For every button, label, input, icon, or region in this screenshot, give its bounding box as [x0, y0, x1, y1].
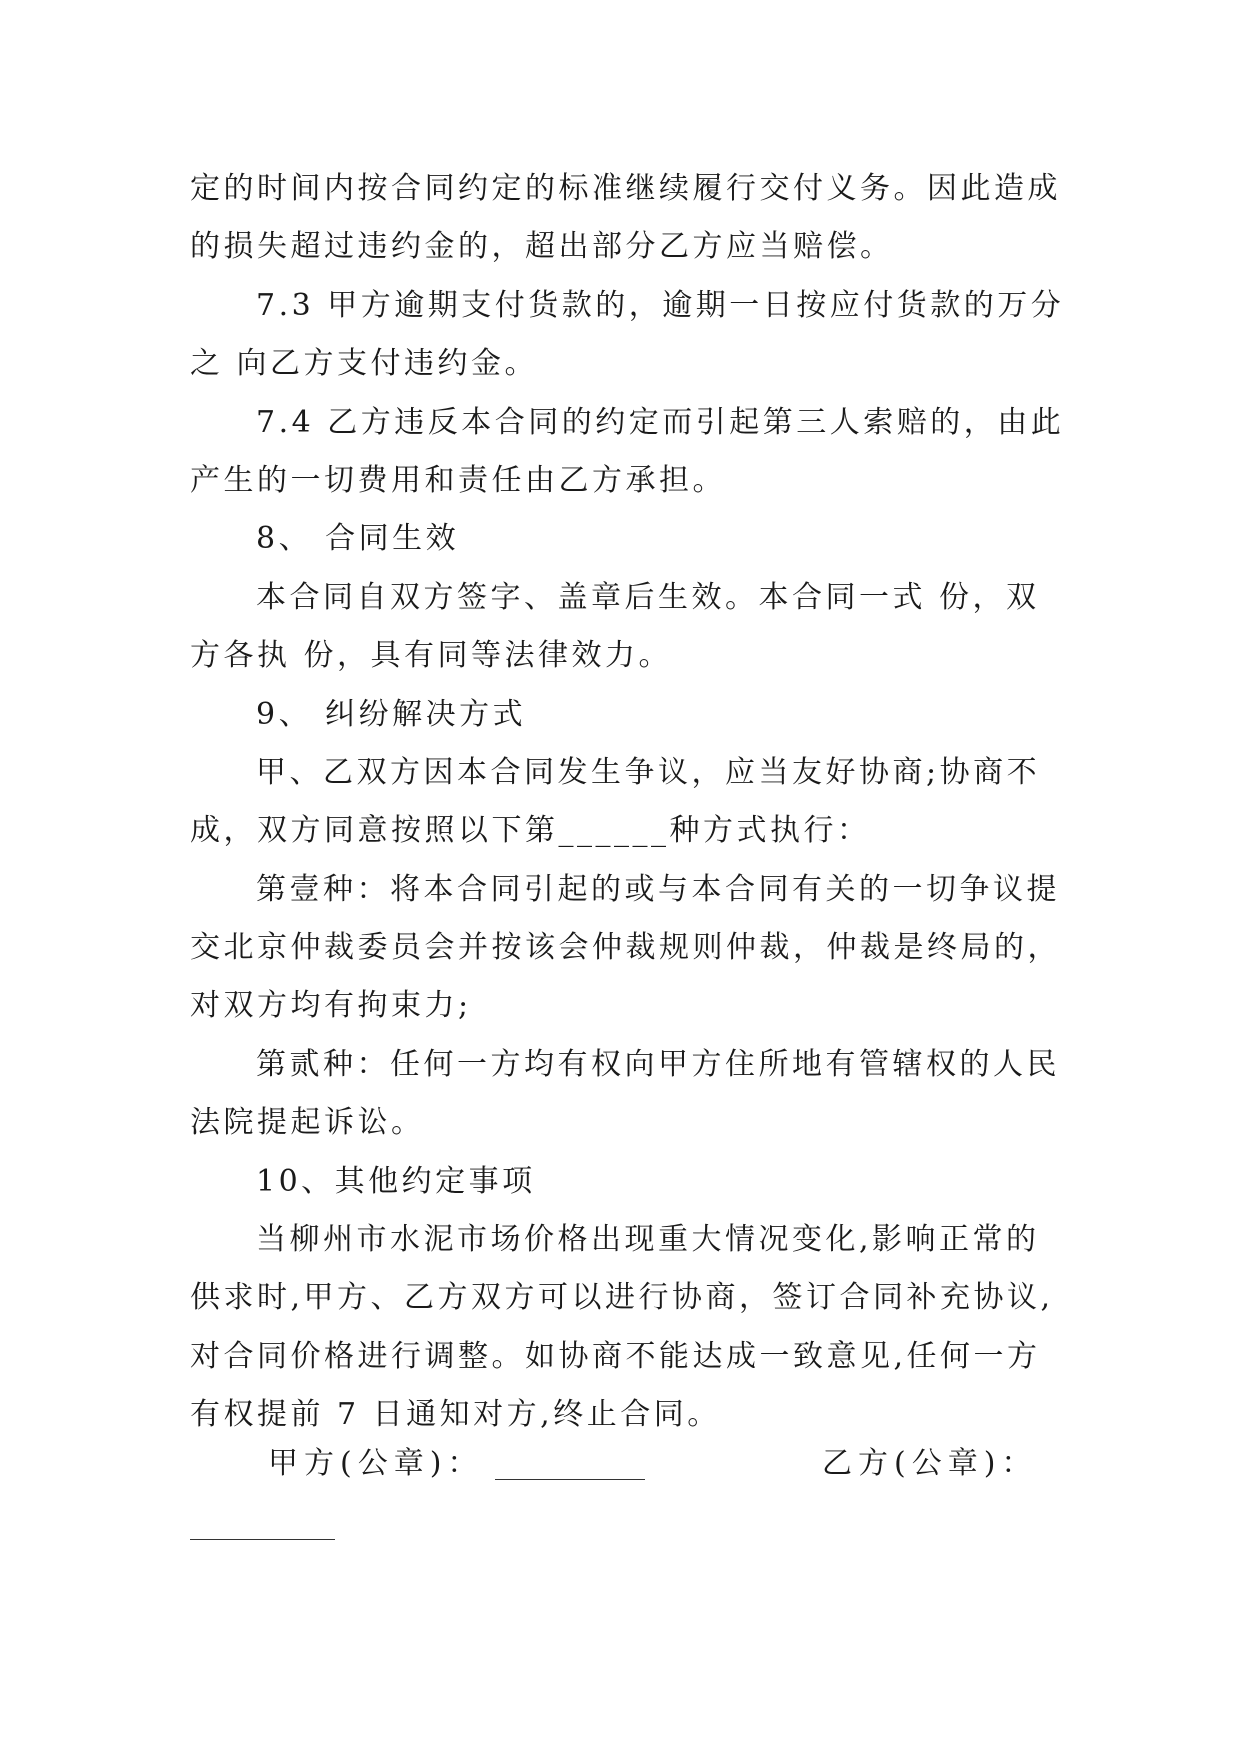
- text-line: 有权提前 7 日通知对方,终止合同。: [190, 1397, 721, 1433]
- section-heading-8: 8、 合同生效: [256, 521, 460, 557]
- section-heading-9: 9、 纠纷解决方式: [256, 696, 527, 732]
- text-line: 本合同自双方签字、盖章后生效。本合同一式 份，双: [256, 579, 1040, 615]
- contract-body: [190, 160, 1065, 1445]
- text-line: 甲、乙双方因本合同发生争议，应当友好协商;协商不: [256, 754, 1041, 790]
- text-line: 对合同价格进行调整。如协商不能达成一致意见,任何一方: [190, 1338, 1041, 1374]
- text-line: 供求时,甲方、乙方双方可以进行协商，签订合同补充协议,: [190, 1280, 1054, 1316]
- section-heading-10: 10、其他约定事项: [256, 1163, 536, 1199]
- text-line: 的损失超过违约金的，超出部分乙方应当赔偿。: [190, 229, 894, 265]
- text-line: 定的时间内按合同约定的标准继续履行交付义务。因此造成: [190, 171, 1061, 206]
- text-line: 之 向乙方支付违约金。: [190, 346, 539, 382]
- clause-7-4: 7.4 乙方违反本合同的约定而引起第三人索赔的，由此: [256, 404, 1065, 440]
- party-a-seal-label: 甲方(公章)：: [268, 1446, 484, 1481]
- option-2: 第贰种：任何一方均有权向甲方住所地有管辖权的人民: [256, 1046, 1060, 1082]
- text-line: 成，双方同意按照以下第______种方式执行：: [190, 813, 871, 849]
- text-line: 法院提起诉讼。: [190, 1105, 425, 1141]
- party-a-signature-blank: [495, 1479, 645, 1480]
- text-line: 方各执 份，具有同等法律效力。: [190, 638, 673, 674]
- party-b-seal-label: 乙方(公章)：: [822, 1446, 1038, 1481]
- text-line: 对双方均有拘束力;: [190, 988, 472, 1024]
- party-b-signature-blank: [190, 1539, 335, 1540]
- clause-7-3: 7.3 甲方逾期支付货款的，逾期一日按应付货款的万分: [256, 287, 1065, 323]
- option-1: 第壹种：将本合同引起的或与本合同有关的一切争议提: [256, 871, 1060, 907]
- text-line: 产生的一切费用和责任由乙方承担。: [190, 462, 726, 498]
- text-line: 交北京仲裁委员会并按该会仲裁规则仲裁，仲裁是终局的，: [190, 930, 1061, 966]
- signature-row: [190, 1435, 1060, 1493]
- text-line: 当柳州市水泥市场价格出现重大情况变化,影响正常的: [256, 1222, 1040, 1258]
